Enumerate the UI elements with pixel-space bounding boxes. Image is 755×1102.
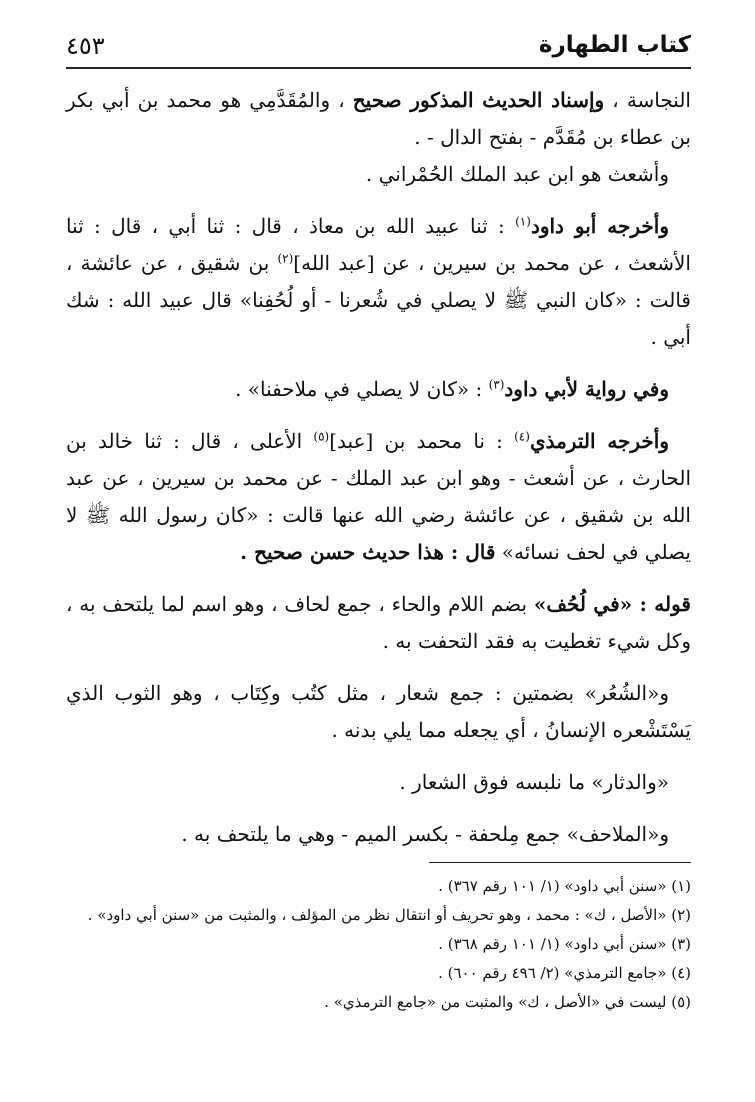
p5-text-c: الأعلى ، قال : ثنا خالد بن الحارث ، عن أشعث - وهو ابن عبد الملك - عن محمد بن سيرين ، عن عبد الله بن شقيق ، عن عائشة رضي الله عنها قالت : «كان رسول الله ﷺ لا يصلي في لحف نسائه»	[66, 429, 691, 564]
p1-bold-phrase: وإسناد الحديث المذكور صحيح	[352, 88, 605, 112]
footnote-ref-3[interactable]: (٣)	[488, 377, 505, 392]
footnotes	[66, 872, 691, 1017]
footnote-rule	[429, 862, 691, 863]
p5-grading: قال : هذا حديث حسن صحيح .	[240, 540, 496, 564]
page-number: ٤٥٣	[66, 32, 105, 60]
footnote-ref-1[interactable]: (١)	[515, 214, 531, 229]
paragraph-7: و«الشُعُر» بضمتين : جمع شعار ، مثل كتُب وكِتَاب ، وهو الثوب الذي يَسْتَشْعره الإنسانُ ، أي يجعله مما يلي بدنه .	[66, 681, 691, 742]
footnote-ref-5[interactable]: (٥)	[313, 429, 330, 444]
footnote-5: (٥) ليست في «الأصل ، ك» والمثبت من «جامع الترمذي» .	[324, 993, 691, 1011]
page-header	[66, 26, 691, 66]
footnote-2: (٢) «الأصل ، ك» : محمد ، وهو تحريف أو انتقال نظر من المؤلف ، والمثبت من «سنن أبي داود» .	[87, 906, 691, 924]
p4-lead: وفي رواية لأبي داود	[504, 377, 669, 401]
p4-text-b: : «كان لا يصلي في ملاحفنا» .	[235, 377, 489, 401]
p3-lead: وأخرجه أبو داود	[530, 214, 670, 238]
footnote-ref-2[interactable]: (٢)	[277, 251, 294, 266]
paragraph-5	[66, 423, 691, 571]
footnote-1: (١) «سنن أبي داود» (١/ ١٠١ رقم ٣٦٧) .	[438, 877, 691, 895]
main-text	[66, 82, 691, 853]
paragraph-9: و«الملاحف» جمع مِلحفة - بكسر الميم - وهي ما يلتحف به .	[181, 822, 669, 846]
p3-text-b: : ثنا عبيد الله بن معاذ ، قال : ثنا أبي ، قال : ثنا الأشعث ، عن محمد بن سيرين ، عن [عبد الله]	[66, 214, 691, 275]
paragraph-2: وأشعث هو ابن عبد الملك الحُمْراني .	[365, 162, 669, 186]
paragraph-6	[66, 586, 691, 660]
p6-text-b: بضم اللام والحاء ، جمع لحاف ، وهو اسم لما يلتحف به ، وكل شيء تغطيت به فقد التحفت به .	[66, 592, 691, 653]
paragraph-8: «والدثار» ما نلبسه فوق الشعار .	[399, 770, 669, 794]
p1-text-c: ، والمُقَدَّمِي هو محمد بن أبي بكر بن عطاء بن مُقَدَّم - بفتح الدال - .	[66, 88, 691, 149]
running-title: كتاب الطهارة	[538, 32, 691, 58]
p5-lead: وأخرجه الترمذي	[529, 429, 670, 453]
footnote-3: (٣) «سنن أبي داود» (١/ ١٠١ رقم ٣٦٨) .	[438, 935, 691, 953]
p1-text-a: النجاسة ،	[604, 88, 691, 112]
header-rule	[66, 67, 691, 69]
footnote-4: (٤) «جامع الترمذي» (٢/ ٤٩٦ رقم ٦٠٠) .	[438, 964, 691, 982]
paragraph-1	[66, 82, 691, 156]
p6-lead: قوله : «في لُحُف»	[533, 592, 691, 616]
footnote-ref-4[interactable]: (٤)	[514, 429, 530, 444]
paragraph-4	[66, 371, 691, 408]
p5-text-b: : نا محمد بن [عبد]	[329, 429, 515, 453]
paragraph-3	[66, 208, 691, 356]
p3-text-c: بن شقيق ، عن عائشة ، قالت : «كان النبي ﷺ لا يصلي في شُعرنا - أو لُحُفِنا» قال عبيد الله : شك أبي .	[66, 251, 691, 349]
